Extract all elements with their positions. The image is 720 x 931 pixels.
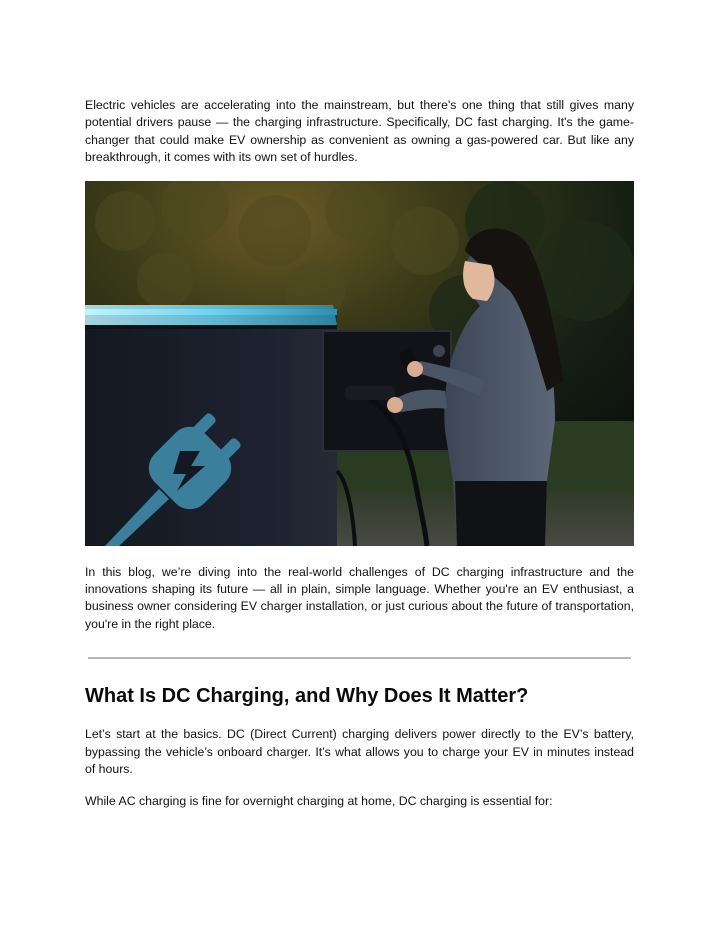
ev-charging-photo: [85, 181, 634, 546]
section-divider: [88, 657, 631, 659]
section-heading: What Is DC Charging, and Why Does It Matter?: [85, 685, 529, 708]
intro-paragraph: Electric vehicles are accelerating into the mainstream, but there's one thing that still gives many potential drivers pause — the charging infrastructure. Specifically, DC fast charging. It's the game-changer that could make EV ownership as convenient as owning a gas-powered car. But like any breakthrough, it comes with its own set of hurdles.: [85, 98, 634, 165]
ac-charging-paragraph: While AC charging is fine for overnight charging at home, DC charging is essential for:: [85, 794, 553, 809]
blog-intro-paragraph: In this blog, we’re diving into the real-world challenges of DC charging infrastructure and the innovations shaping its future — all in plain, simple language. Whether you're an EV enthusiast, a business owner considering EV charger installation, or just curious about the future of transportation, you're in the right place.: [85, 564, 634, 631]
document-page: [85, 97, 634, 811]
basics-paragraph: Let’s start at the basics. DC (Direct Current) charging delivers power directly to the EV’s battery, bypassing the vehicle’s onboard charger. It’s what allows you to charge your EV in minutes instead of hours.: [85, 727, 634, 777]
